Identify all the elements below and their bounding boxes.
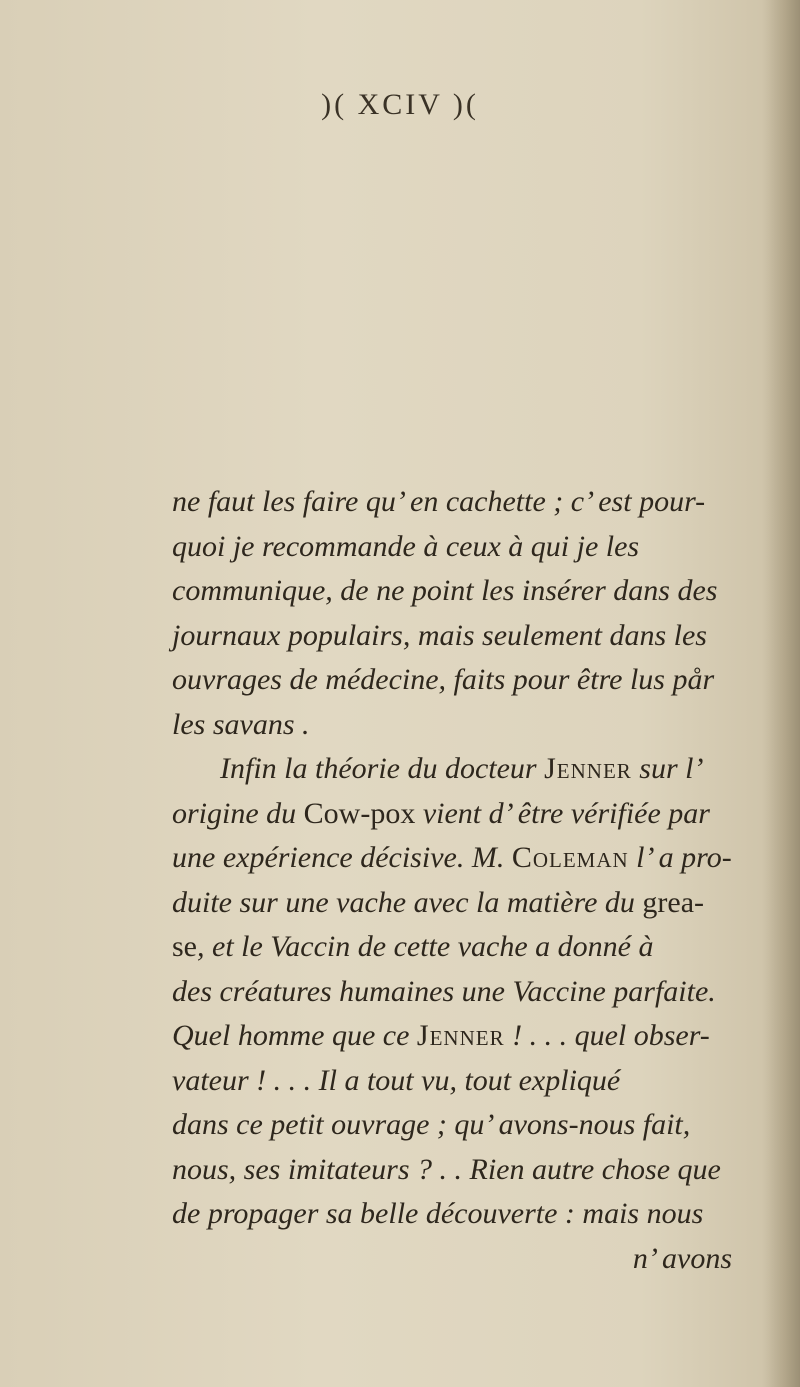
text-line xyxy=(172,1014,762,1059)
name-jenner: Jenner xyxy=(416,1019,505,1052)
text-line: dans ce petit ouvrage ; qu’ avons-nous fait, xyxy=(172,1108,691,1141)
text-span: Quel homme que ce xyxy=(172,1019,417,1052)
text-span: Infin la théorie du docteur xyxy=(220,752,545,785)
page-edge-shadow xyxy=(762,0,800,1387)
text-line xyxy=(172,792,762,837)
page-header-roman-numeral: )( XCIV )( xyxy=(321,88,479,121)
text-span: , et le Vaccin de cette vache a donné à xyxy=(197,930,654,963)
text-span: une expérience décisive. M. xyxy=(172,841,512,874)
text-span: duite sur une vache avec la matière du xyxy=(172,885,643,919)
name-jenner: Jenner xyxy=(544,752,632,785)
text-line xyxy=(172,881,762,926)
text-span: origine du xyxy=(172,796,304,830)
text-line: ne faut les faire qu’ en cachette ; c’ est pour- xyxy=(172,485,706,518)
term-grease-end: se xyxy=(172,930,197,963)
text-span: ! . . . quel obser- xyxy=(504,1019,710,1052)
text-span: sur l’ xyxy=(631,752,704,785)
text-line xyxy=(172,836,762,881)
text-span: vient d’ être vérifiée par xyxy=(415,796,710,830)
text-line: communique, de ne point les insérer dans des xyxy=(172,574,718,607)
text-span: l’ a pro- xyxy=(628,841,732,874)
name-coleman: Coleman xyxy=(511,841,629,874)
text-line: quoi je recommande à ceux à qui je les xyxy=(172,529,640,563)
term-grease: grea- xyxy=(642,885,705,919)
text-line xyxy=(172,747,762,792)
text-line xyxy=(172,925,762,970)
text-line: vateur ! . . . Il a tout vu, tout expliqué xyxy=(172,1063,621,1097)
text-line: ouvrages de médecine, faits pour être lus pår xyxy=(172,663,715,696)
text-line: de propager sa belle découverte : mais nous xyxy=(172,1197,704,1230)
text-line: des créatures humaines une Vaccine parfaite. xyxy=(172,974,716,1008)
page-body xyxy=(172,480,762,1281)
catchword: n’ avons xyxy=(632,1241,732,1275)
text-line: nous, ses imitateurs ? . . Rien autre chose que xyxy=(172,1152,721,1186)
text-line: les savans . xyxy=(172,707,310,741)
term-cow-pox: Cow-pox xyxy=(303,796,416,830)
text-line: journaux populairs, mais seulement dans les xyxy=(172,618,707,652)
